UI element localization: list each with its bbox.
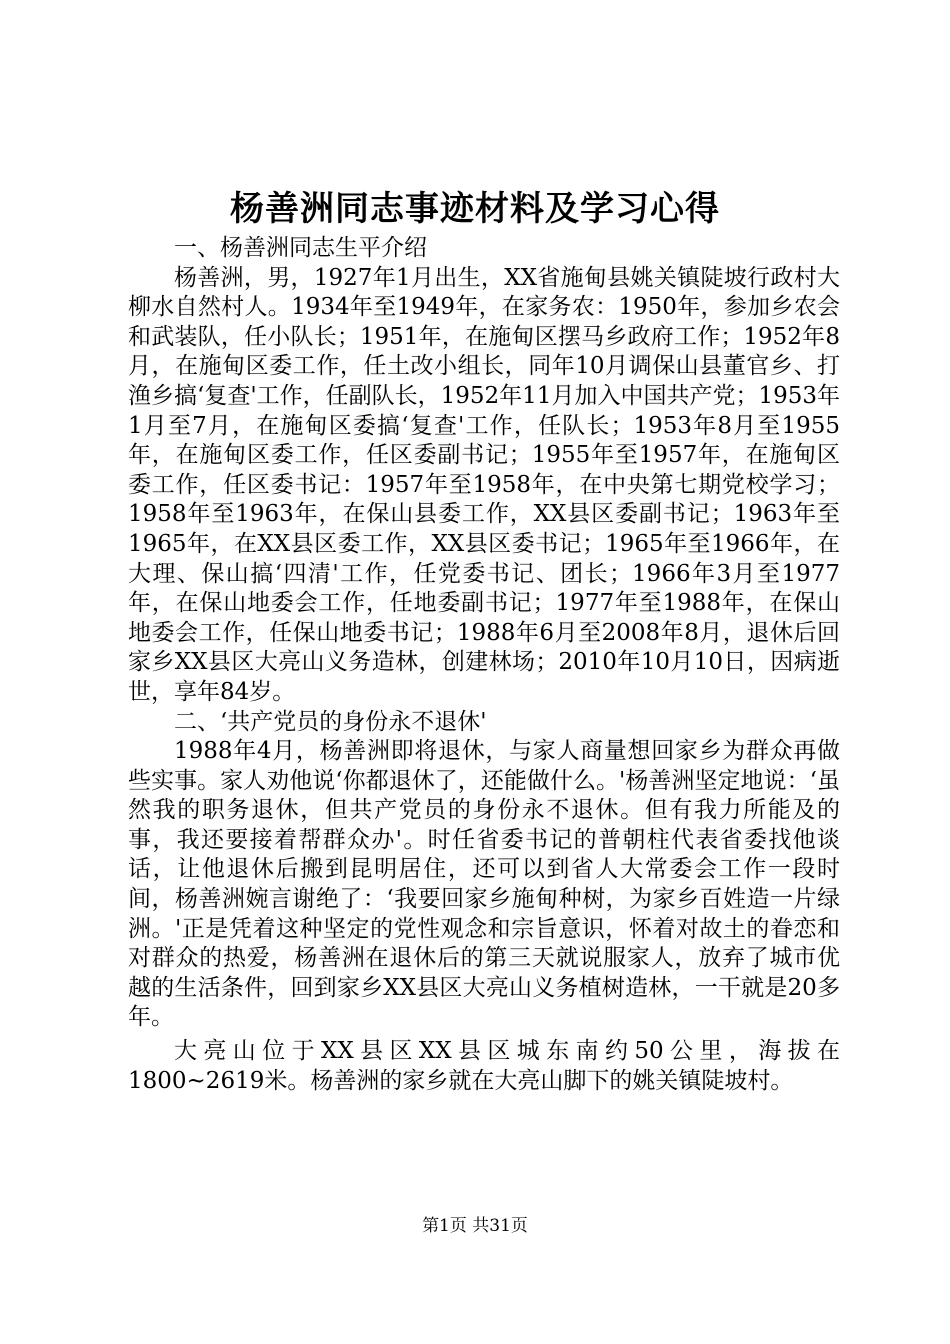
page-number-footer: 第1页 共31页 [422, 1216, 528, 1236]
document-title: 杨善洲同志事迹材料及学习心得 [230, 189, 720, 229]
section-heading-1: 一、杨善洲同志生平介绍 [174, 235, 427, 261]
section-heading-2: 二、‘共产党员的身份永不退休' [174, 708, 487, 735]
paragraph-biography: 杨善洲，男，1927年1月出生，XX省施甸县姚关镇陡坡行政村大柳水自然村人。1934年至1949年，在家务农：1950年，参加乡农会和武装队，任小队长；1951年，在施甸区摆马乡政府工作；1952年8月，在施甸区委工作，任土改小组长，同年10月调保山县董官乡、打渔乡搞‘复查'工作，任副队长，1952年11月加入中国共产党；1953年1月至7月，在施甸区委搞‘复查'工作，任队长；1953年8月至1955年，在施甸区委工作，任区委副书记；1955年至1957年，在施甸区委工作，任区委书记：1957年至1958年，在中央第七期党校学习；1958年至1963年，在保山县委工作，XX县区委副书记；1963年至1965年，在XX县区委工作，XX县区委书记；1965年至1966年，在大理、保山搞‘四清'工作，任党委书记、团长；1966年3月至1977年，在保山地委会工作，任地委副书记；1977年至1988年，在保山地委会工作，任保山地委书记；1988年6月至2008年8月，退休后回家乡XX县区大亮山义务造林，创建林场；2010年10月10日，因病逝世，享年84岁。 [128, 264, 840, 705]
document-body [128, 234, 840, 1096]
paragraph-retirement: 1988年4月，杨善洲即将退休，与家人商量想回家乡为群众再做些实事。家人劝他说‘你都退休了，还能做什么。'杨善洲坚定地说：‘虽然我的职务退休，但共产党员的身份永不退休。但有我力所能及的事，我还要接着帮群众办'。时任省委书记的普朝柱代表省委找他谈话，让他退休后搬到昆明居住，还可以到省人大常委会工作一段时间，杨善洲婉言谢绝了：‘我要回家乡施甸种树，为家乡百姓造一片绿洲。'正是凭着这种坚定的党性观念和宗旨意识，怀着对故土的眷恋和对群众的热爱，杨善洲在退休后的第三天就说服家人，放弃了城市优越的生活条件，回到家乡XX县区大亮山义务植树造林，一干就是20多年。 [128, 738, 840, 1031]
paragraph-daliangshan: 大亮山位于XX县区XX县区城东南约50公里，海拔在1800~2619米。杨善洲的家乡就在大亮山脚下的姚关镇陡坡村。 [128, 1038, 840, 1094]
